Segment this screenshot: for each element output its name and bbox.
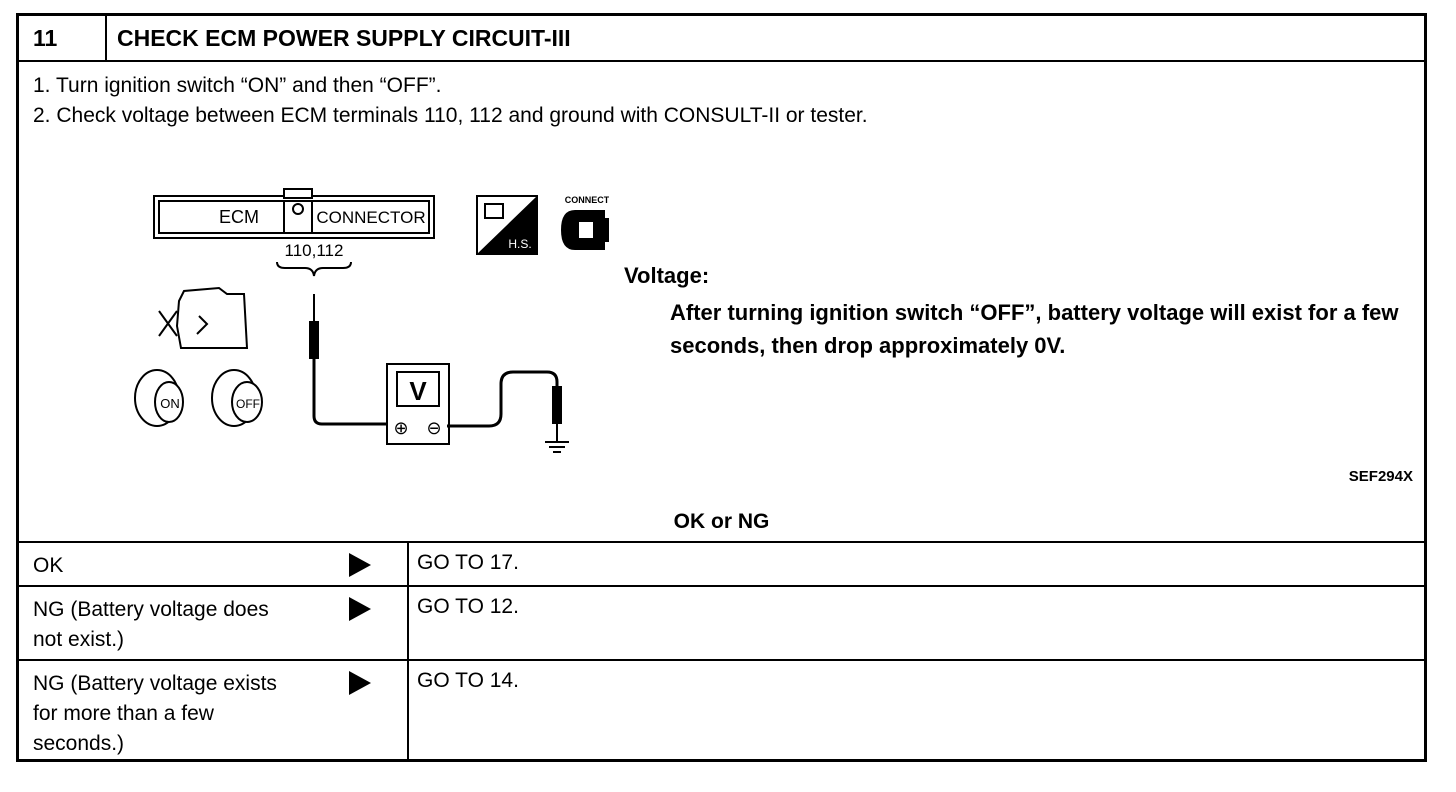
meter-label: V: [409, 376, 427, 406]
instruction-list: [33, 71, 868, 131]
key-on-label: ON: [160, 396, 180, 411]
ignition-key-off-icon: [212, 370, 262, 426]
engine-icon: [159, 288, 247, 348]
result-action: GO TO 14.: [417, 669, 519, 692]
terminal-label: 110,112: [284, 241, 344, 260]
minus-terminal: ⊖: [426, 418, 442, 439]
arrow-right-icon: [349, 597, 371, 621]
probe: [309, 321, 319, 359]
ground-probe: [552, 386, 562, 424]
terminal-bracket: [277, 262, 351, 276]
result-row: [19, 587, 1424, 659]
hs-icon: [477, 196, 537, 254]
voltage-label: Voltage:: [624, 263, 710, 288]
connect-icon: [561, 195, 609, 250]
instruction-step-2: 2. Check voltage between ECM terminals 110, 112 and ground with CONSULT-II or tester.: [33, 104, 868, 127]
result-action: GO TO 12.: [417, 595, 519, 618]
circuit-diagram: [109, 176, 609, 466]
result-condition: NG (Battery voltage exists for more than a few seconds.): [33, 672, 277, 755]
key-off-label: OFF: [236, 397, 260, 411]
instruction-step-1: 1. Turn ignition switch “ON” and then “OFF”.: [33, 74, 442, 97]
voltmeter: [387, 364, 449, 444]
positive-wire: [314, 359, 389, 424]
ecm-connector: [154, 189, 434, 238]
result-condition: NG (Battery voltage does not exist.): [33, 598, 269, 651]
result-condition: OK: [33, 554, 64, 577]
arrow-right-icon: [349, 553, 371, 577]
column-divider: [407, 543, 409, 762]
result-row: [19, 543, 1424, 585]
step-number: 11: [19, 16, 107, 62]
voltage-spec: After turning ignition switch “OFF”, battery voltage will exist for a few seconds, then drop approximately 0V.: [670, 300, 1399, 358]
divider: [19, 60, 1424, 62]
connector-label: CONNECTOR: [316, 208, 426, 227]
result-header: OK or NG: [673, 510, 770, 533]
step-title: CHECK ECM POWER SUPPLY CIRCUIT-III: [117, 25, 571, 51]
result-action: GO TO 17.: [417, 551, 519, 574]
arrow-right-icon: [349, 671, 371, 695]
ecm-label: ECM: [219, 207, 259, 227]
result-row: [19, 661, 1424, 762]
negative-wire: [447, 372, 557, 426]
plus-terminal: ⊕: [393, 418, 409, 439]
connect-label: CONNECT: [564, 195, 609, 205]
ignition-key-on-icon: [135, 370, 183, 426]
hs-label: H.S.: [508, 237, 532, 251]
inspection-table: [16, 13, 1427, 762]
figure-code: SEF294X: [1348, 468, 1413, 485]
ground-icon: [545, 442, 569, 452]
